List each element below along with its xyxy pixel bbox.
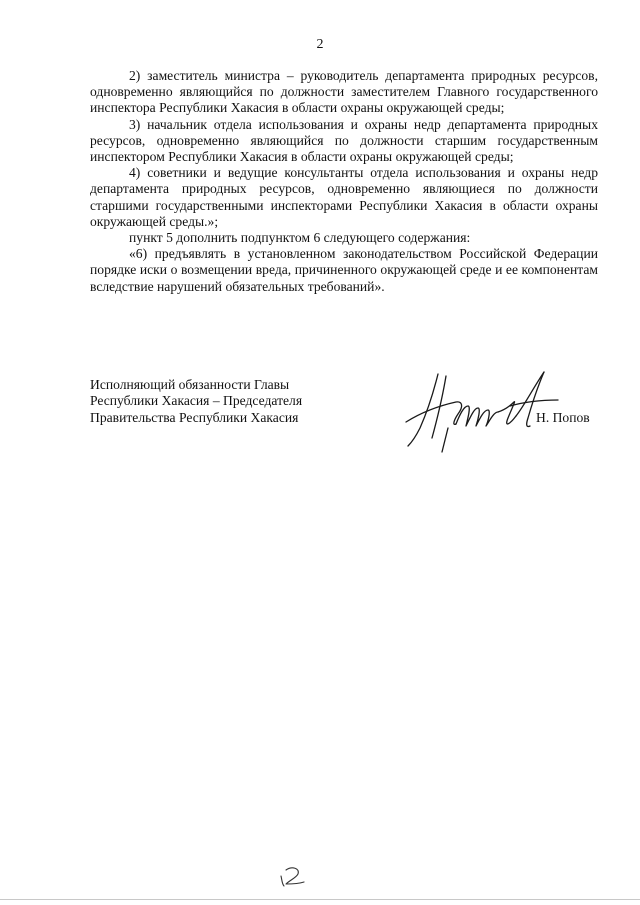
signatory-name: Н. Попов [536, 410, 590, 425]
document-body [90, 68, 598, 295]
signatory-title-line: Исполняющий обязанности Главы [90, 377, 290, 392]
paragraph-amendment-intro: пункт 5 дополнить подпунктом 6 следующего содержания: [129, 230, 471, 246]
signatory-title [90, 377, 350, 426]
page-bottom-divider [0, 899, 640, 900]
signatory-title-line: Правительства Республики Хакасия [90, 409, 299, 425]
handwritten-initial-mark-icon [276, 864, 310, 890]
paragraph-item-4: 4) советники и ведущие консультанты отдела использования и охраны недр департамента природных ресурсов, одновременно являющиеся по должности старшими государственными инспекторами Республики Хакасия в области охраны окружающей среды.»; [90, 165, 598, 229]
paragraph-item-3: 3) начальник отдела использования и охраны недр департамента природных ресурсов, одновременно являющийся по должности старшим государственным инспектором Республики Хакасия в области охраны окружающей среды; [90, 116, 598, 165]
paragraph-item-2: 2) заместитель министра – руководитель департамента природных ресурсов, одновременно являющийся по должности заместителем Главного государственного инспектора Республики Хакасия в области охраны окружающей среды; [90, 68, 598, 116]
signatory-title-line: Республики Хакасия – Председателя [90, 393, 303, 409]
page-number: 2 [316, 37, 324, 52]
paragraph-subitem-6: «6) предъявлять в установленном законодательством Российской Федерации порядке иски о возмещении вреда, причиненного окружающей среде и ее компонентам вследствие нарушений обязательных требований». [90, 246, 598, 294]
